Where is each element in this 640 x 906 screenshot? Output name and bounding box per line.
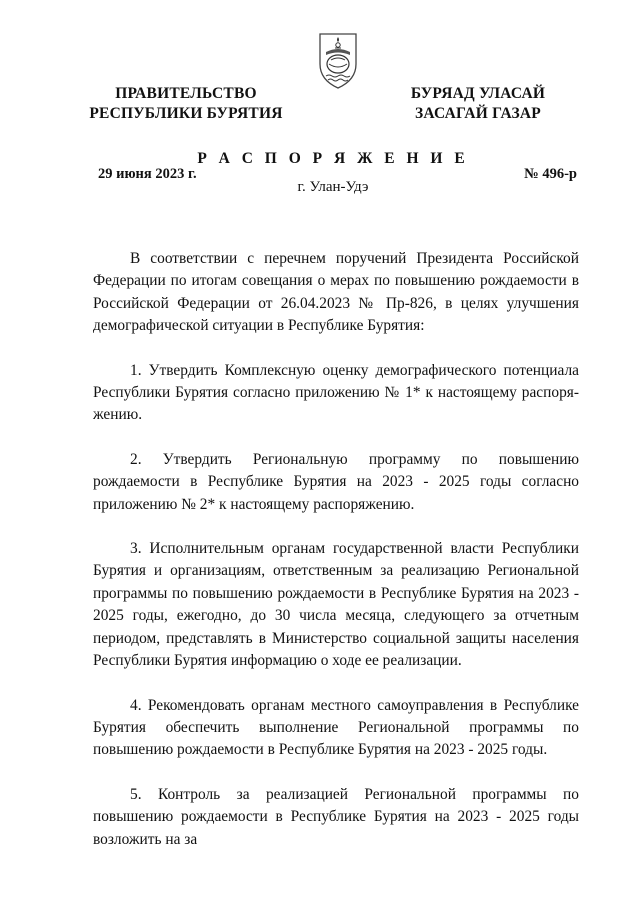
org-name-buryat [398, 84, 558, 124]
org-name-buryat-line1: БУРЯАД УЛАСАЙ [410, 85, 546, 102]
org-name-russian-line1: ПРАВИТЕЛЬСТВО [115, 85, 257, 102]
org-name-russian [86, 84, 286, 124]
document-date: 29 июня 2023 г. [98, 166, 197, 182]
document-type-title: Р А С П О Р Я Ж Е Н И Е [197, 150, 469, 167]
republic-of-buryatia-coat-of-arms-icon [316, 28, 360, 90]
clause-4-paragraph: 4. Рекомендовать органам местного самоуправления в Республике Бурятия обеспечить выполнение Региональной программы по повышению рождаемости в Республике Бурятия на 2023 - 2025 годы. [93, 696, 579, 759]
clause-3-paragraph: 3. Исполнительным органам государственной власти Республики Бурятия и организациям, ответственным за реализацию Региональной программы по повышению рождаемости в Республике Бурятия на 2023 - 2025 годы, ежегодно, до 30 числа месяца, следующего за отчетным периодом, представлять в Министерство социальной защиты населения Республики Бурятия информацию о ходе ее реализации. [93, 540, 579, 670]
clause-1-paragraph: 1. Утвердить Комплексную оценку демографического потенциала Республики Бурятия согласно приложению № 1* к настоящему распоряжению. [93, 361, 579, 424]
org-name-buryat-line2: ЗАСАГАЙ ГАЗАР [415, 105, 541, 122]
org-name-russian-line2: РЕСПУБЛИКИ БУРЯТИЯ [89, 105, 283, 122]
clause-2-paragraph: 2. Утвердить Региональную программу по повышению рождаемости в Республике Бурятия на 2023 - 2025 годы согласно приложению № 2* к настоящему распоряжению. [93, 450, 579, 513]
document-city: г. Улан-Удэ [297, 179, 369, 195]
preamble-paragraph: В соответствии с перечнем поручений Президента Российской Федерации по итогам совещания о мерах по повышению рождаемости в Российской Федерации от 26.04.2023 № Пр-826, в целях улучшения демографической ситуации в Республике Бурятия: [93, 250, 579, 335]
document-body [93, 248, 579, 851]
document-number: № 496-р [524, 166, 577, 182]
clause-5-paragraph: 5. Контроль за реализацией Региональной программы по повышению рождаемости в Республике Бурятия на 2023 - 2025 годы возложить на за [93, 785, 579, 848]
